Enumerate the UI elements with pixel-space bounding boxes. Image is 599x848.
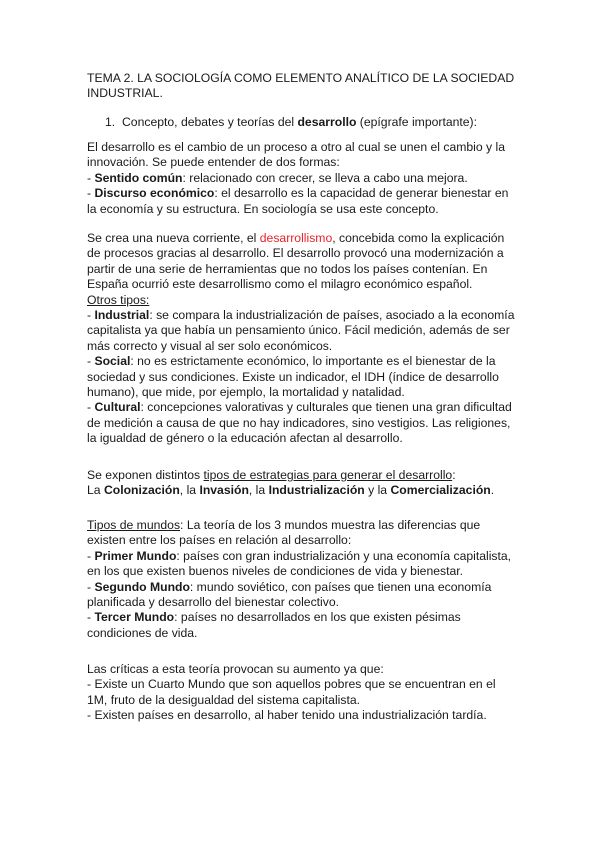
section-heading: [105, 115, 525, 130]
text-line: - Existen países en desarrollo, al haber tenido una industrialización tardía.: [87, 708, 487, 723]
text-line: capitalista ya que había un pensamiento único. Fácil medición, además de ser: [87, 323, 510, 338]
text-line: - Existe un Cuarto Mundo que son aquellos pobres que se encuentran en el: [87, 677, 496, 692]
text: , la: [179, 483, 200, 498]
title-line: TEMA 2. LA SOCIOLOGÍA COMO ELEMENTO ANALÍTICO DE LA SOCIEDAD: [87, 71, 515, 85]
bullet-line: [87, 308, 517, 323]
paragraph-mundos: [87, 518, 517, 641]
text-line: de procesos gracias al desarrollo. El desarrollo provocó una modernización a: [87, 246, 504, 261]
text: : se compara la industrialización de países, asociado a la economía: [149, 308, 515, 323]
dash: -: [87, 170, 95, 185]
term-bold: Discurso económico: [94, 186, 215, 201]
heading-text: Concepto, debates y teorías del: [122, 115, 298, 129]
text: , la: [248, 483, 269, 498]
text-line: 1M, fruto de la desigualdad del sistema capitalista.: [87, 692, 361, 707]
dash: -: [87, 400, 95, 415]
list-number: 1.: [105, 115, 116, 129]
highlight-term: desarrollismo: [259, 231, 333, 245]
text-line: planificada y desarrollo del bienestar colectivo.: [87, 595, 340, 610]
paragraph-definition: [87, 140, 517, 217]
term-bold: Industrial: [94, 308, 150, 323]
underlined-term: tipos de estrategias para generar el desarrollo: [203, 468, 453, 482]
text-line: de medición a causa de que no hay indicadores, sino vestigios. Las religiones,: [87, 415, 511, 430]
text-line: la economía y su estructura. En sociología se usa este concepto.: [87, 201, 439, 216]
dash: -: [87, 579, 95, 594]
underlined-term: Tipos de mundos: [87, 518, 181, 532]
text: : La teoría de los 3 mundos muestra las diferencias que: [180, 518, 481, 532]
text-line: [87, 231, 517, 246]
text: : mundo soviético, con países que tienen una economía: [189, 579, 492, 594]
text-line: partir de una serie de herramientas que no todos los países contenían. En: [87, 261, 488, 276]
bullet-line: [87, 610, 517, 625]
text-line: sociedad y sus condiciones. Existe un indicador, el IDH (índice de desarrollo: [87, 369, 499, 384]
bullet-line: [87, 171, 517, 186]
document-title: [87, 71, 517, 102]
paragraph-desarrollismo: [87, 231, 517, 447]
dash: -: [87, 610, 95, 625]
term-bold: Cultural: [94, 400, 141, 415]
dash: -: [87, 308, 95, 323]
text: : países no desarrollados en los que existen pésimas: [174, 610, 461, 625]
heading-text: (epígrafe importante):: [356, 115, 477, 129]
paragraph-criticas: [87, 662, 517, 724]
text: Se crea una nueva corriente, el: [87, 231, 260, 245]
text: .: [490, 483, 495, 498]
text-line: condiciones de vida.: [87, 625, 198, 640]
term-bold: Tercer Mundo: [94, 610, 175, 625]
term-bold: Sentido común: [94, 170, 183, 185]
bullet-line: [87, 580, 517, 595]
text: y la: [364, 483, 391, 498]
text-line: más correcto y visual al ser solo económicos.: [87, 338, 333, 353]
text-line: España ocurrió este desarrollismo como el milagro económico español.: [87, 277, 473, 292]
text-line: humano), que mide, por ejemplo, la mortalidad y natalidad.: [87, 385, 405, 400]
term-bold: Industrialización: [268, 483, 365, 498]
text-line: innovación. Se puede entender de dos formas:: [87, 155, 340, 170]
text: : países con gran industrialización y una economía capitalista,: [176, 548, 512, 563]
bullet-line: [87, 186, 517, 201]
bullet-line: [87, 549, 517, 564]
text: : relacionado con crecer, se lleva a cabo una mejora.: [182, 170, 468, 185]
term-bold: Primer Mundo: [94, 548, 177, 563]
text-line: [87, 483, 517, 498]
term-bold: Colonización: [103, 483, 180, 498]
text: La: [87, 483, 104, 498]
dash: -: [87, 186, 95, 201]
text-line: El desarrollo es el cambio de un proceso a otro al cual se unen el cambio y la: [87, 140, 505, 154]
dash: -: [87, 548, 95, 563]
text: : no es estrictamente económico, lo importante es el bienestar de la: [130, 354, 496, 369]
text: , concebida como la explicación: [332, 231, 505, 245]
heading-bold: desarrollo: [297, 115, 357, 129]
text-line: la igualdad de género o la educación afectan al desarrollo.: [87, 431, 403, 446]
title-line: INDUSTRIAL.: [87, 86, 163, 101]
term-bold: Invasión: [199, 483, 249, 498]
dash: -: [87, 354, 95, 369]
text-line: Las críticas a esta teoría provocan su aumento ya que:: [87, 662, 384, 676]
text: Se exponen distintos: [87, 468, 204, 482]
bullet-line: [87, 354, 517, 369]
text-line: [87, 468, 517, 483]
text-line: existen entre los países en relación al desarrollo:: [87, 533, 352, 548]
text: :: [452, 468, 456, 482]
paragraph-estrategias: [87, 468, 517, 499]
subheading-otros-tipos: Otros tipos:: [87, 292, 150, 307]
term-bold: Social: [94, 354, 131, 369]
text-line: en los que existen buenos niveles de condiciones de vida y bienestar.: [87, 564, 464, 579]
term-bold: Comercialización: [390, 483, 491, 498]
text-line: [87, 518, 517, 533]
bullet-line: [87, 400, 517, 415]
text: : el desarrollo es la capacidad de generar bienestar en: [214, 186, 509, 201]
term-bold: Segundo Mundo: [94, 579, 190, 594]
text: : concepciones valorativas y culturales que tienen una gran dificultad: [140, 400, 512, 415]
